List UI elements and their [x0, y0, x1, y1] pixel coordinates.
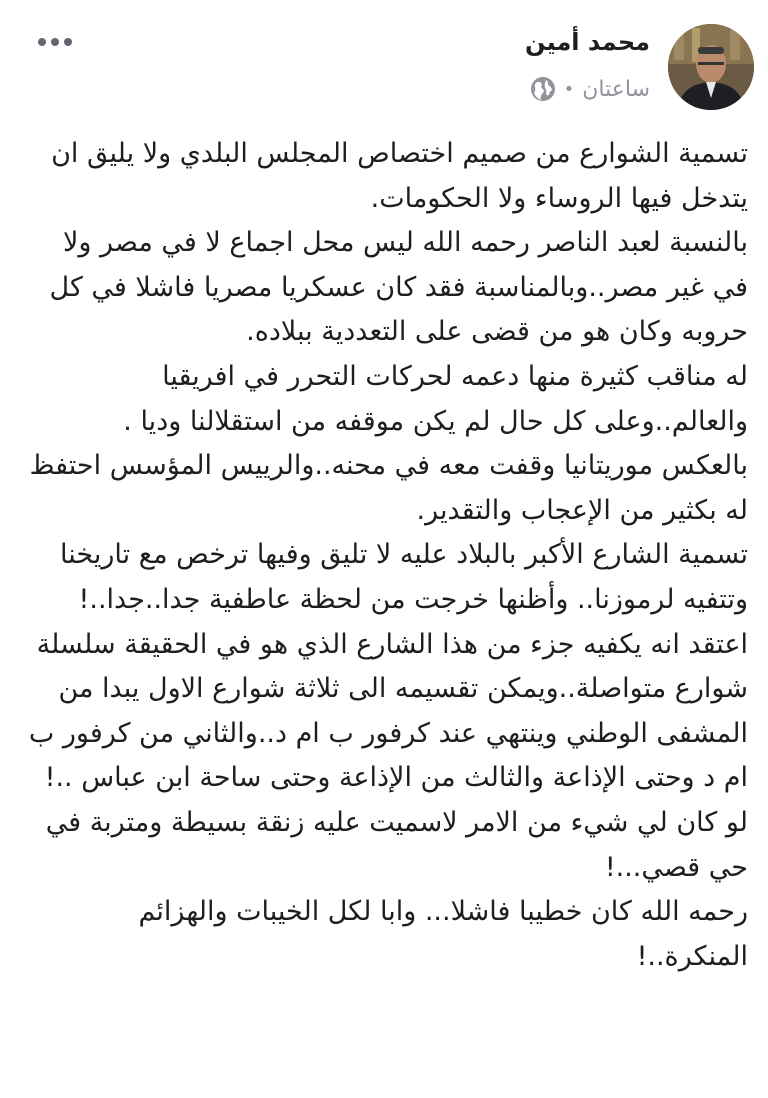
- post-header: [30, 22, 754, 118]
- author-avatar[interactable]: [668, 24, 754, 110]
- post-paragraph: رحمه الله كان خطيبا فاشلا... وابا لكل الخيبات والهزائم المنكرة..!: [138, 896, 748, 972]
- avatar-image: [668, 24, 754, 110]
- post-paragraph: بالعكس موريتانيا وقفت معه في محنه..والرييس المؤسس احتفظ له بكثير من الإعجاب والتقدير.: [29, 450, 748, 526]
- post-paragraph: لو كان لي شيء من الامر لاسميت عليه زنقة بسيطة ومتربة في حي قصي...!: [45, 806, 748, 883]
- post-paragraph: تسمية الشوارع من صميم اختصاص المجلس البلدي ولا يليق ان يتدخل فيها الروساء ولا الحكومات.: [51, 138, 748, 214]
- post-paragraph: له مناقب كثيرة منها دعمه لحركات التحرر في افريقيا والعالم..وعلى كل حال لم يكن موقفه من استقلالنا وديا .: [123, 360, 748, 437]
- post-paragraph: تسمية الشارع الأكبر بالبلاد عليه لا تليق وفيها ترخص مع تاريخنا وتتفيه لرموزنا.. وأظنها خرجت من لحظة عاطفية جدا..جدا..!: [60, 539, 748, 615]
- post-body: [28, 132, 748, 979]
- author-name[interactable]: محمد أمين: [525, 28, 650, 56]
- meta-separator: •: [563, 78, 575, 100]
- more-options-icon[interactable]: [38, 32, 78, 52]
- globe-icon[interactable]: [530, 76, 556, 102]
- post-paragraph: اعتقد انه يكفيه جزء من هذا الشارع الذي هو في الحقيقة سلسلة شوارع متواصلة..ويمكن تقسيمه الى ثلاثة شوارع الاول يبدا من المشفى الوطني وينتهي عند كرفور ب ام د..والثاني من كرفور ب ام د وحتى الإذاعة والثالث من الإذاعة وحتى ساحة ابن عباس ..!: [28, 628, 748, 794]
- post-meta: [530, 76, 650, 102]
- post-time[interactable]: ساعتان: [582, 76, 650, 102]
- post-paragraph: بالنسبة لعبد الناصر رحمه الله ليس محل اجماع لا في مصر ولا في غير مصر..وبالمناسبة فقد كان عسكريا مصريا فاشلا في كل حروبه وكان هو من قضى على التعددية ببلاده.: [49, 227, 748, 348]
